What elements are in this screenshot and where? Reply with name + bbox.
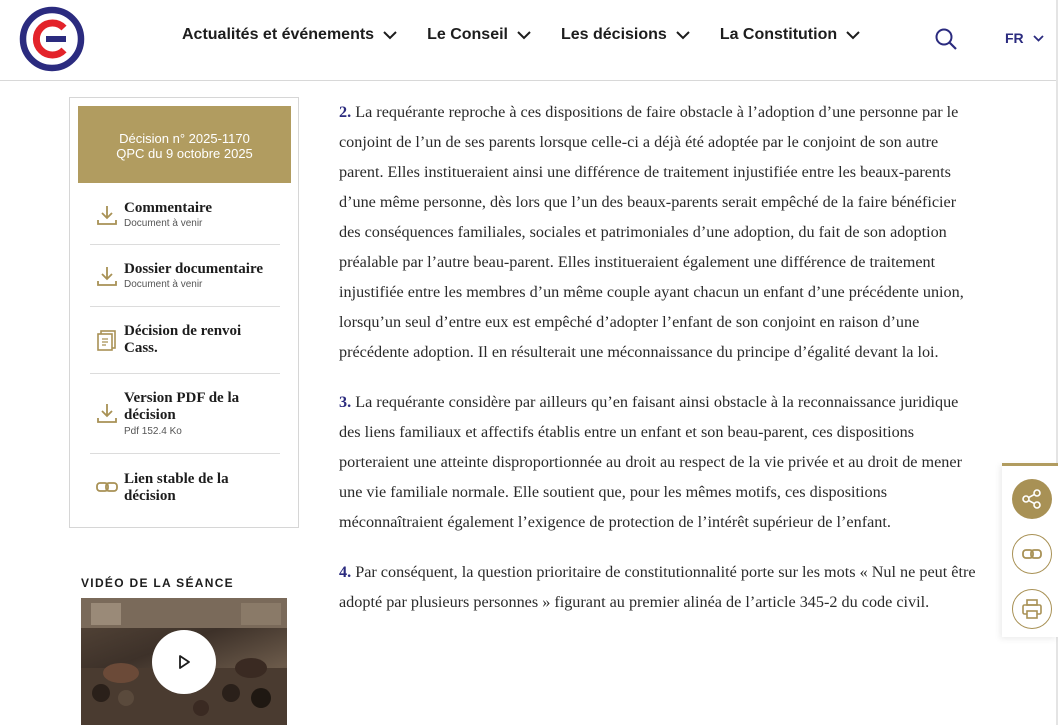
doc-title-line: décision <box>124 407 176 423</box>
paragraph-number: 3. <box>339 393 352 411</box>
doc-title <box>124 323 241 357</box>
doc-title: Commentaire <box>124 200 213 216</box>
doc-filesize: Pdf 152.4 Ko <box>124 426 182 437</box>
search-icon[interactable] <box>935 28 957 50</box>
nav-label: Les décisions <box>560 26 667 43</box>
doc-item-lien-stable[interactable] <box>90 454 280 524</box>
logo-icon[interactable] <box>19 6 85 72</box>
nav-actualites[interactable] <box>182 26 397 44</box>
print-button[interactable] <box>1012 589 1052 629</box>
nav-la-constitution[interactable] <box>720 26 860 44</box>
doc-subtitle: Document à venir <box>124 218 203 229</box>
decision-date: QPC du 9 octobre 2025 <box>116 146 253 161</box>
doc-subtitle: Document à venir <box>124 279 203 290</box>
copy-link-button[interactable] <box>1012 534 1052 574</box>
doc-item-commentaire[interactable] <box>90 192 280 245</box>
play-icon <box>176 654 192 670</box>
language-selector[interactable] <box>1005 30 1044 46</box>
main-nav <box>182 26 890 44</box>
print-icon <box>1021 598 1043 620</box>
chevron-down-icon <box>383 31 397 40</box>
doc-item-dossier[interactable] <box>90 245 280 307</box>
paragraph-text: La requérante considère par ailleurs qu’en faisant ainsi obstacle à la reconnaissance juridique des liens familiaux et affectifs établis entre un enfant et son beau-parent, ces dispositions porteraient une atteinte disproportionnée au droit au respect de la vie privée et au droit de mener une vie familiale normale. Elle soutient que, pour les mêmes motifs, ces dispositions méconnaîtraient également l’exigence de protection de l’intérêt supérieur de l’enfant. <box>339 393 962 531</box>
decision-documents-card <box>69 97 299 528</box>
share-toolbar <box>1002 463 1058 637</box>
doc-title-line: Lien stable de la <box>124 471 229 487</box>
document-icon <box>96 329 118 351</box>
download-icon <box>96 402 118 424</box>
site-header <box>0 0 1058 81</box>
share-icon <box>1021 488 1043 510</box>
doc-title-line: Cass. <box>124 340 158 356</box>
paragraph <box>339 557 979 617</box>
doc-title-line: décision <box>124 488 176 504</box>
download-icon <box>96 265 118 287</box>
decision-number: Décision n° 2025-1170 <box>119 131 250 146</box>
download-icon <box>96 204 118 226</box>
paragraph-number: 4. <box>339 563 352 581</box>
paragraph <box>339 387 979 537</box>
nav-label: Actualités et événements <box>182 26 375 43</box>
link-icon <box>96 476 118 498</box>
chevron-down-icon <box>846 31 860 40</box>
nav-label: La Constitution <box>719 26 838 43</box>
doc-title: Dossier documentaire <box>124 261 264 277</box>
video-section-title: VIDÉO DE LA SÉANCE <box>81 576 234 590</box>
decision-text <box>339 97 979 637</box>
doc-title-line: Décision de renvoi <box>124 323 242 339</box>
doc-item-renvoi[interactable] <box>90 307 280 374</box>
doc-title-line: Version PDF de la <box>124 390 240 406</box>
paragraph-number: 2. <box>339 103 352 121</box>
chevron-down-icon <box>517 31 531 40</box>
play-button[interactable] <box>152 630 216 694</box>
chevron-down-icon <box>676 31 690 40</box>
paragraph-text: Par conséquent, la question prioritaire de constitutionnalité porte sur les mots « Nul ne peut être adopté par plusieurs personnes » figurant au premier alinéa de l’article 345-2 du code civil. <box>339 563 976 611</box>
doc-title <box>124 471 229 505</box>
doc-title <box>124 390 239 424</box>
paragraph-text: La requérante reproche à ces dispositions de faire obstacle à l’adoption d’une personne par le conjoint de l’un de ses parents lorsque celle-ci a déjà été adoptée par le conjoint de son autre parent. Elles institueraient ainsi une différence de traitement injustifiée entre les beaux-parents d’une même personne, dès lors que l’un des beaux-parents serait empêché de la faire bénéficier des conséquences familiales, sociales et patrimoniales d’une adoption, du fait de son adoption préalable par l’autre beau-parent. Elles institueraient également une différence de traitement injustifiée entre les membres d’un même couple ayant chacun un enfant d’une précédente union, lorsqu’un seul d’entre eux est empêché d’adopter l’enfant de son conjoint en raison d’une précédente adoption. Il en résulterait une méconnaissance du principe d’égalité devant la loi. <box>339 103 964 361</box>
paragraph <box>339 97 979 367</box>
language-label: FR <box>1005 30 1024 46</box>
link-icon <box>1021 543 1043 565</box>
nav-les-decisions[interactable] <box>561 26 690 44</box>
share-button[interactable] <box>1012 479 1052 519</box>
doc-item-version-pdf[interactable] <box>90 374 280 454</box>
video-player[interactable] <box>81 598 287 725</box>
decision-header <box>78 106 291 183</box>
nav-label: Le Conseil <box>427 26 508 43</box>
chevron-down-icon <box>1033 35 1044 42</box>
nav-le-conseil[interactable] <box>427 26 531 44</box>
